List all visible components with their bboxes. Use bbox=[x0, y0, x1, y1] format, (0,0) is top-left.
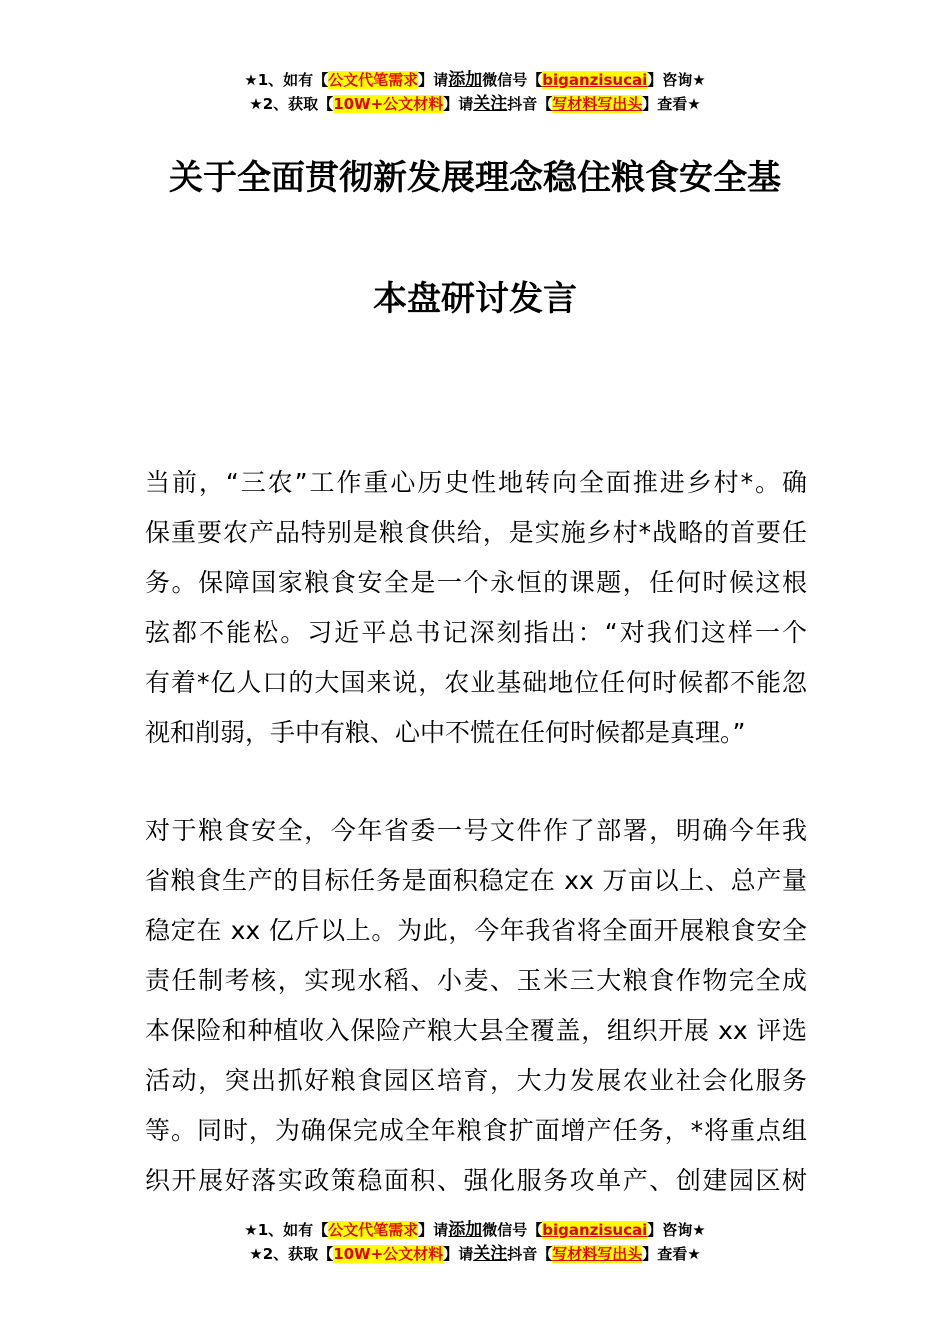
banner-text: 】咨询★ bbox=[647, 71, 706, 89]
douyin-id: 写材料写出头 bbox=[552, 1245, 643, 1263]
banner-text: 】请 bbox=[418, 71, 449, 89]
banner-text: 微信号【 bbox=[482, 1221, 543, 1239]
banner-row-1 bbox=[0, 68, 950, 92]
banner-row-1 bbox=[0, 1218, 950, 1242]
banner-text: 】咨询★ bbox=[647, 1221, 706, 1239]
text-line: 织开展好落实政策稳面积、强化服务攻单产、创建园区树 bbox=[145, 1166, 807, 1195]
header-ad-banner bbox=[0, 68, 950, 116]
banner-text: 】请 bbox=[443, 1245, 474, 1263]
banner-text: 】查看★ bbox=[642, 95, 701, 113]
banner-text: 微信号【 bbox=[482, 71, 543, 89]
document-title-line-2: 本盘研讨发言 bbox=[373, 279, 577, 319]
banner-text: 】请 bbox=[418, 1221, 449, 1239]
banner-text: 】请 bbox=[443, 95, 474, 113]
banner-text: ★2、获取【 bbox=[249, 1245, 334, 1263]
highlight-text: 10W+公文材料 bbox=[333, 1245, 444, 1263]
paragraph-2 bbox=[145, 806, 807, 1206]
text-line: 责任制考核，实现水稻、小麦、玉米三大粮食作物完全成 bbox=[145, 966, 807, 995]
text-line: 当前，“三农”工作重心历史性地转向全面推进乡村*。确 bbox=[145, 468, 807, 497]
banner-text: ★1、如有【 bbox=[244, 71, 329, 89]
text-line: 有着*亿人口的大国来说，农业基础地位任何时候都不能忽 bbox=[145, 668, 807, 697]
banner-text: ★2、获取【 bbox=[249, 95, 334, 113]
document-title-line-1: 关于全面贯彻新发展理念稳住粮食安全基 bbox=[169, 158, 781, 198]
text-line: 务。保障国家粮食安全是一个永恒的课题，任何时候这根 bbox=[145, 568, 807, 597]
banner-text: ★1、如有【 bbox=[244, 1221, 329, 1239]
text-line: 活动，突出抓好粮食园区培育，大力发展农业社会化服务 bbox=[145, 1066, 807, 1095]
text-line: 对于粮食安全，今年省委一号文件作了部署，明确今年我 bbox=[145, 816, 807, 845]
highlight-text: 公文代笔需求 bbox=[328, 71, 419, 89]
text-line: 省粮食生产的目标任务是面积稳定在 xx 万亩以上、总产量 bbox=[145, 866, 807, 895]
emphasis-text: 添加 bbox=[448, 1220, 483, 1240]
text-line: 等。同时，为确保完成全年粮食扩面增产任务，*将重点组 bbox=[145, 1116, 807, 1145]
text-line: 弦都不能松。习近平总书记深刻指出：“对我们这样一个 bbox=[145, 618, 807, 647]
douyin-id: 写材料写出头 bbox=[552, 95, 643, 113]
banner-row-2 bbox=[0, 92, 950, 116]
banner-text: 】查看★ bbox=[642, 1245, 701, 1263]
highlight-text: 10W+公文材料 bbox=[333, 95, 444, 113]
emphasis-text: 关注 bbox=[473, 94, 508, 114]
emphasis-text: 添加 bbox=[448, 70, 483, 90]
emphasis-text: 关注 bbox=[473, 1244, 508, 1264]
banner-row-2 bbox=[0, 1242, 950, 1266]
highlight-text: 公文代笔需求 bbox=[328, 1221, 419, 1239]
paragraph-1 bbox=[145, 458, 807, 758]
text-line: 本保险和种植收入保险产粮大县全覆盖，组织开展 xx 评选 bbox=[145, 1016, 807, 1045]
banner-text: 抖音【 bbox=[507, 1245, 553, 1263]
text-line: 保重要农产品特别是粮食供给，是实施乡村*战略的首要任 bbox=[145, 518, 807, 547]
footer-ad-banner bbox=[0, 1218, 950, 1266]
text-line: 稳定在 xx 亿斤以上。为此，今年我省将全面开展粮食安全 bbox=[145, 916, 807, 945]
wechat-id: biganzisucai bbox=[542, 1221, 648, 1239]
text-line: 视和削弱，手中有粮、心中不慌在任何时候都是真理。” bbox=[145, 718, 746, 747]
banner-text: 抖音【 bbox=[507, 95, 553, 113]
wechat-id: biganzisucai bbox=[542, 71, 648, 89]
